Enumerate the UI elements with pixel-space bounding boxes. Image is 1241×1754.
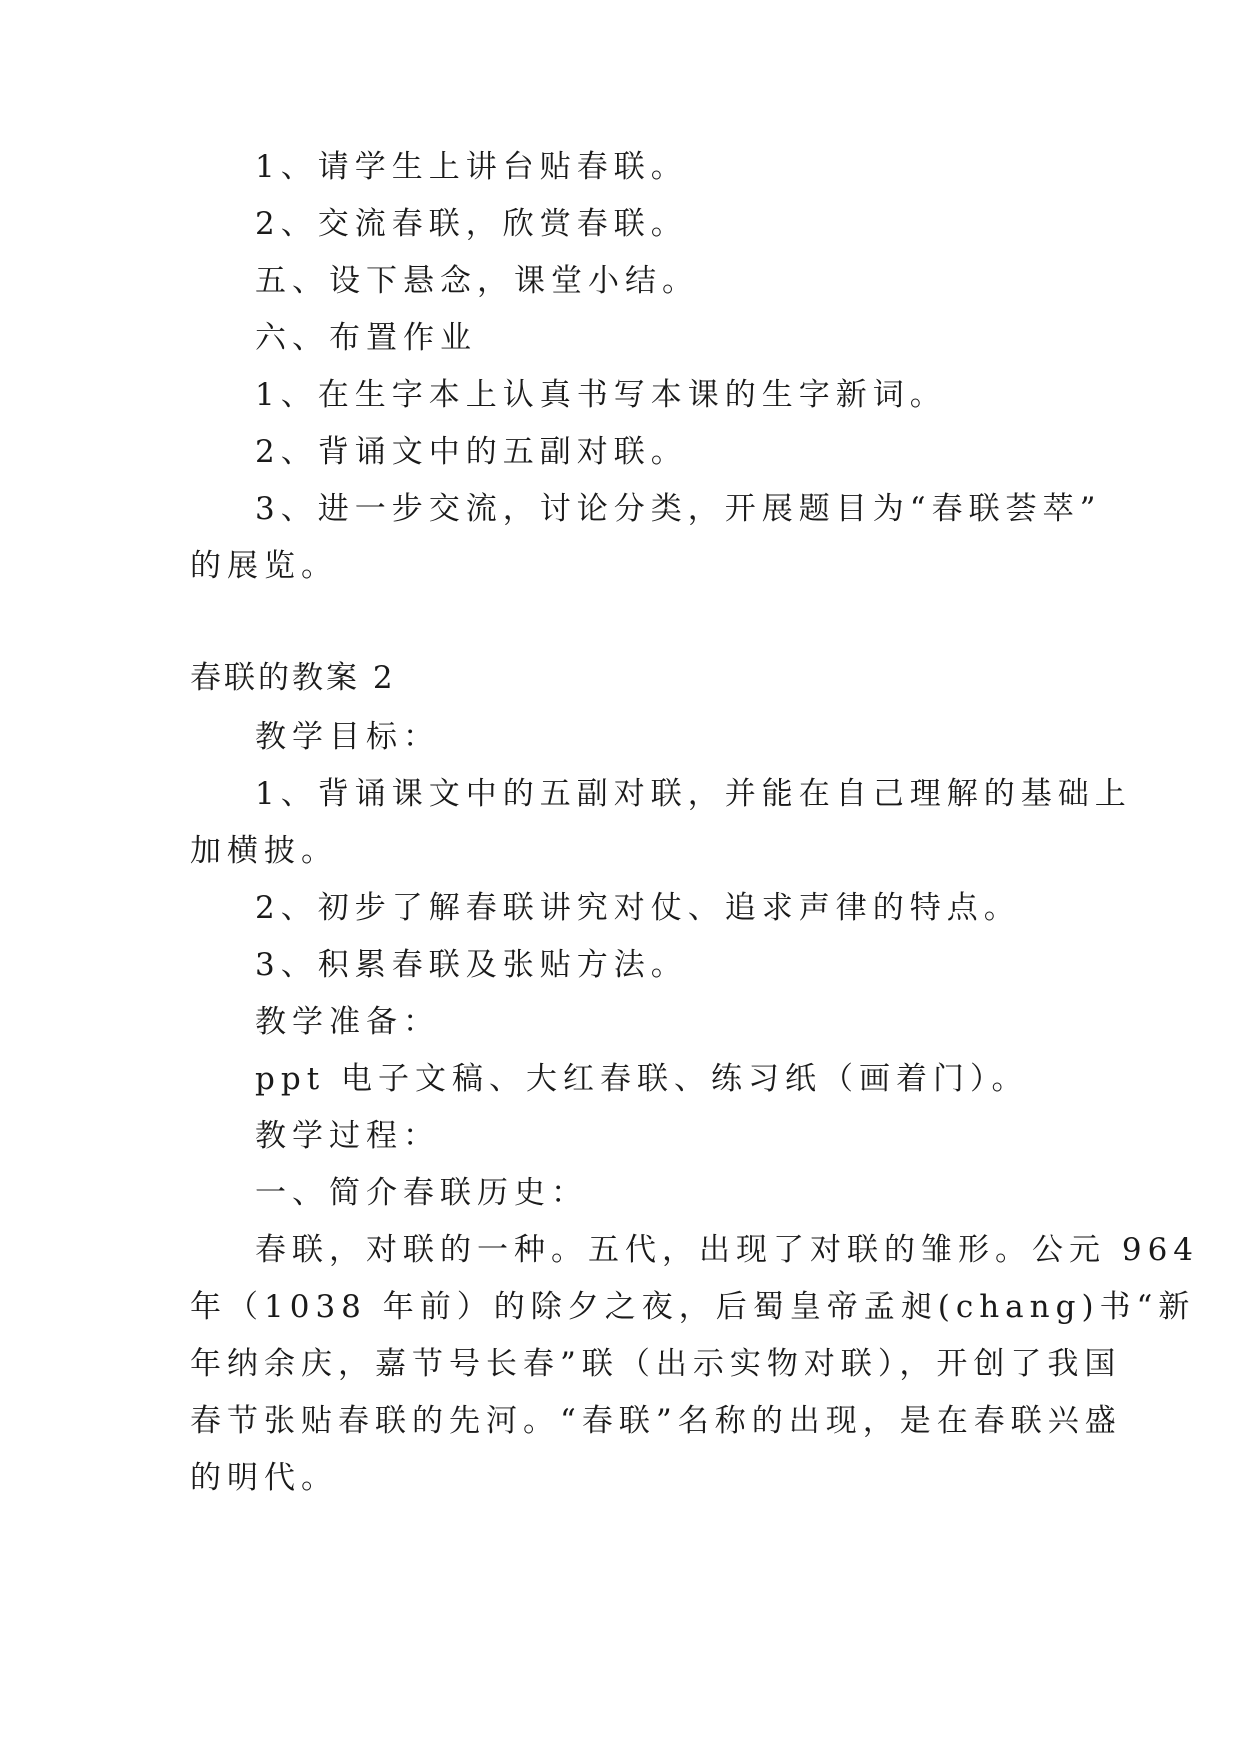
paragraph-line: 五、设下悬念，课堂小结。	[255, 263, 699, 299]
paragraph-line: 的明代。	[190, 1460, 338, 1496]
paragraph-line: 年（1038 年前）的除夕之夜，后蜀皇帝孟昶(chang)书“新	[190, 1289, 1196, 1325]
paragraph-line: 1、在生字本上认真书写本课的生字新词。	[255, 377, 947, 413]
paragraph-line: 加横披。	[190, 833, 338, 869]
section-heading: 教学准备：	[255, 1004, 440, 1040]
paragraph-line: 2、交流春联，欣赏春联。	[255, 206, 688, 242]
paragraph-line: 的展览。	[190, 548, 338, 584]
paragraph-line: 1、请学生上讲台贴春联。	[255, 149, 688, 185]
paragraph-line: 3、进一步交流，讨论分类，开展题目为“春联荟萃”	[255, 491, 1102, 527]
document-title: 春联的教案 2	[190, 660, 396, 696]
section-heading: 一、简介春联历史：	[255, 1175, 588, 1211]
paragraph-line: 2、初步了解春联讲究对仗、追求声律的特点。	[255, 890, 1021, 926]
paragraph-line: 1、背诵课文中的五副对联，并能在自己理解的基础上	[255, 776, 1132, 812]
paragraph-line: 年纳余庆，嘉节号长春”联（出示实物对联），开创了我国	[190, 1346, 1122, 1382]
section-heading: 教学目标：	[255, 719, 440, 755]
paragraph-line: ppt 电子文稿、大红春联、练习纸（画着门）。	[255, 1061, 1029, 1097]
section-heading: 六、布置作业	[255, 320, 477, 356]
section-heading: 教学过程：	[255, 1118, 440, 1154]
paragraph-line: 春节张贴春联的先河。“春联”名称的出现，是在春联兴盛	[190, 1403, 1122, 1439]
paragraph-line: 2、背诵文中的五副对联。	[255, 434, 688, 470]
paragraph-line: 3、积累春联及张贴方法。	[255, 947, 688, 983]
paragraph-line: 春联，对联的一种。五代，出现了对联的雏形。公元 964	[255, 1232, 1200, 1268]
